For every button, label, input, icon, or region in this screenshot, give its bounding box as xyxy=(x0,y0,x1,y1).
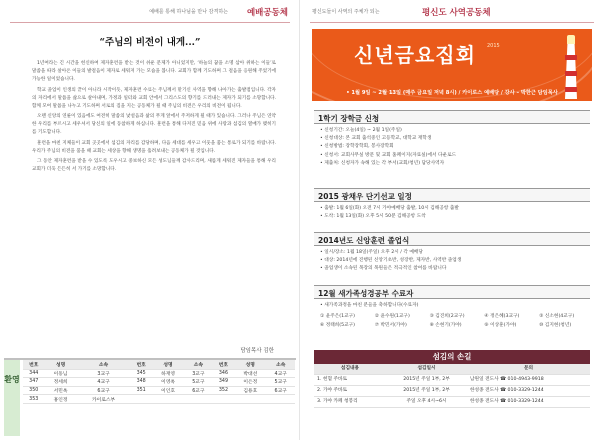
sermon-title: “주님의 비전이 내게...” xyxy=(99,37,201,48)
list-item: • 출발: 1월 6일(화) 오전 7시 가야예배당 출발, 10시 김해공항 출발 xyxy=(320,205,594,213)
list-item: • 졸업생이 소속된 목장의 목원들은 적극적인 참여를 바랍니다 xyxy=(320,265,594,273)
section-heading: 섬김의 손길 xyxy=(314,350,590,364)
section-new-members xyxy=(314,285,594,331)
graduate-name: ⑨ 이상훈(가야) xyxy=(484,322,517,328)
list-item: • 신청서: 교회사무실 방문 및 교회 홈페이지(자료실)에서 다운로드 xyxy=(320,152,594,160)
sermon-paragraph: 오랜 신앙의 연륜이 있음에도 여전히 말씀의 낯설음과 삶의 무게 앞에서 주저하게 될 때가 있습니다. 그러나 주님은 연약한 우리를 부르시고 세우셔서 당신의 일에 동참하게 하십니다. 훈련을 통해 다져진 믿음 위에 사랑과 섬김의 열매가 맺히기를 기도합니다. xyxy=(32,114,276,136)
sermon-paragraph: 그 동안 제자훈련을 받을 수 있도록 도우시고 중보하신 모든 성도님들께 감사드리며, 새롭게 세워진 제자들을 통해 우리 교회가 더욱 든든히 서 가기를 소망합니다. xyxy=(32,158,276,173)
welcome-label: 환영 xyxy=(4,360,20,436)
list-item: • 제출처: 신청자가 속해 있는 각 부서(교회/청년) 담당사역자 xyxy=(320,160,594,168)
serving-hands-section xyxy=(314,350,590,408)
sermon-paragraph: 훈련을 마친 지체들이 교회 곳곳에서 섬김의 자리를 감당하며, 다음 세대를 세우고 이웃을 품는 통로가 되기를 바랍니다. 우리가 주님의 비전을 품을 때 교회는 세상을 향해 생명을 흘려보내는 공동체가 될 것입니다. xyxy=(32,140,276,154)
list-item: • 도착: 1월 13일(화) 오후 5시 50분 김해공항 도착 xyxy=(320,213,594,221)
section-body xyxy=(314,124,594,168)
graduate-name: ③ 김진희(2교구) xyxy=(429,314,465,320)
list-item: • 신청기간: 오늘(4일) ~ 2월 1일(주일) xyxy=(320,127,594,135)
section-scholarship xyxy=(314,110,594,168)
left-page-header xyxy=(10,5,290,23)
section-body xyxy=(314,202,594,221)
graduate-name: ⑩ 김지현(청년) xyxy=(539,322,572,328)
list-item: • 신청방법: 장학장학회, 봉사장학회 xyxy=(320,143,594,151)
table-row: 2. 가야 주바토 2015년 주일 1부, 2부 한성종 전도사 ☎ 010-3329-1244 xyxy=(314,385,590,396)
header-title: 예배공동체 xyxy=(246,8,288,18)
list-item: • 대상: 2014년에 진행된 신앙기초반, 성장반, 제자반, 사역반 졸업생 xyxy=(320,257,594,265)
graduate-name: ⑥ 정태희(5교구) xyxy=(320,322,355,328)
table-row: 3. 가야 카페 청봉리 주일 오후 4시~6시 한성종 전도사 ☎ 010-3329-1244 xyxy=(314,396,590,407)
sermon-paragraph: 1년여라는 긴 시간을 헌신하여 제자훈련을 받는 것이 쉬운 문제가 아니었지만, ‘하늘의 꿈을 소명 삼아 위하는 이들’로 말씀을 따라 살아온 이들의 발걸음이 제자로 세워져 가는 모습을 봅니다. 교회가 함께 기도하며 그 걸음을 응원해 주었기에 가능한 일이었습니다. xyxy=(32,61,276,83)
graduate-name: ④ 정은혜(3교구) xyxy=(484,314,520,320)
section-body xyxy=(314,246,594,274)
section-heading: 1학기 장학금 신청 xyxy=(314,110,590,124)
banner-info: • 1월 9일 ~ 2월 13일 (매주 금요일 저녁 8시) / 카이로스 예배당 / 강사 – 박한근 담임목사 xyxy=(346,90,558,96)
section-heading: 12월 새가족성경공부 수료자 xyxy=(314,285,590,299)
graduate-name: ⑦ 박민서(가야) xyxy=(374,322,407,328)
header-subtitle: 예배를 통해 하나님을 만나 감격하는 xyxy=(149,9,228,15)
header-subtitle: 평신도들이 사역의 주체가 되는 xyxy=(312,9,380,15)
welcome-table xyxy=(23,360,295,404)
serving-table-header: 섬김내용 섬김일시 문의 xyxy=(314,364,590,374)
sermon-author: 담임목사 김한 xyxy=(240,348,274,354)
graduate-name: ⑤ 신소현(4교구) xyxy=(539,314,575,320)
sermon-paragraph: 학교 졸업이 인생의 끝이 아니라 시작이듯, 제자훈련 수료는 주님께서 맡기신 사역을 향해 나아가는 출발점입니다. 각자의 자리에서 말씀을 삶으로 살아내며, 가정과 일터와 교회 안에서 그리스도의 향기를 드러내는 제자가 되기를 소망합니다. 함께 모여 말씀을 나누고 기도하며 서로의 짐을 지는 공동체가 될 때 주님의 비전은 우리의 비전이 됩니다. xyxy=(32,87,276,109)
graduate-name: ① 윤주은(1교구) xyxy=(320,314,355,320)
right-page-header xyxy=(310,5,594,23)
section-heading: 2015 광채우 단기선교 일정 xyxy=(314,188,590,202)
welcome-section xyxy=(4,358,296,436)
event-banner xyxy=(312,29,592,101)
list-item: • 신청대상: 본 교회 출석중인 고등학교, 대학교 재학생 xyxy=(320,135,594,143)
header-title: 평신도 사역공동체 xyxy=(422,8,491,18)
list-item: • 일시/장소: 1월 18일(주일) 오후 2시 / 각 예배당 xyxy=(320,249,594,257)
welcome-table-header: 번호 성명 소속 번호 성명 소속 번호 성명 소속 xyxy=(23,360,295,369)
section-graduation xyxy=(314,232,594,274)
serving-table xyxy=(314,364,590,408)
table-row: 353 홍인정 카이로스부 xyxy=(23,395,295,404)
table-row: 350 서민옥 6교구 351 이인호 6교구 352 김용호 6교구 xyxy=(23,386,295,395)
table-row: 1. 헌혈 주바토 2015년 주일 1부, 2부 남원일 전도사 ☎ 010-4943-9918 xyxy=(314,374,590,385)
right-page xyxy=(300,0,600,440)
sermon-body xyxy=(32,60,276,176)
section-heading: 2014년도 신앙훈련 졸업식 xyxy=(314,232,590,246)
table-row: 344 이동님 3교구 345 하재영 3교구 346 박대선 4교구 xyxy=(23,369,295,378)
section-mission-trip xyxy=(314,188,594,221)
section-body xyxy=(314,299,594,310)
graduate-name: ⑧ 손현기(가야) xyxy=(429,322,462,328)
banner-year: 2015 xyxy=(487,43,500,49)
table-row: 347 정세희 4교구 348 이영옥 5교구 349 이은정 5교구 xyxy=(23,378,295,387)
list-item: • 새가족과정을 마친 분들을 축하합니다(수료자) xyxy=(320,302,594,310)
graduate-name: ② 윤수원(1교구) xyxy=(374,314,410,320)
graduate-list xyxy=(314,310,594,330)
banner-title: 신년금요집회 xyxy=(354,43,476,67)
